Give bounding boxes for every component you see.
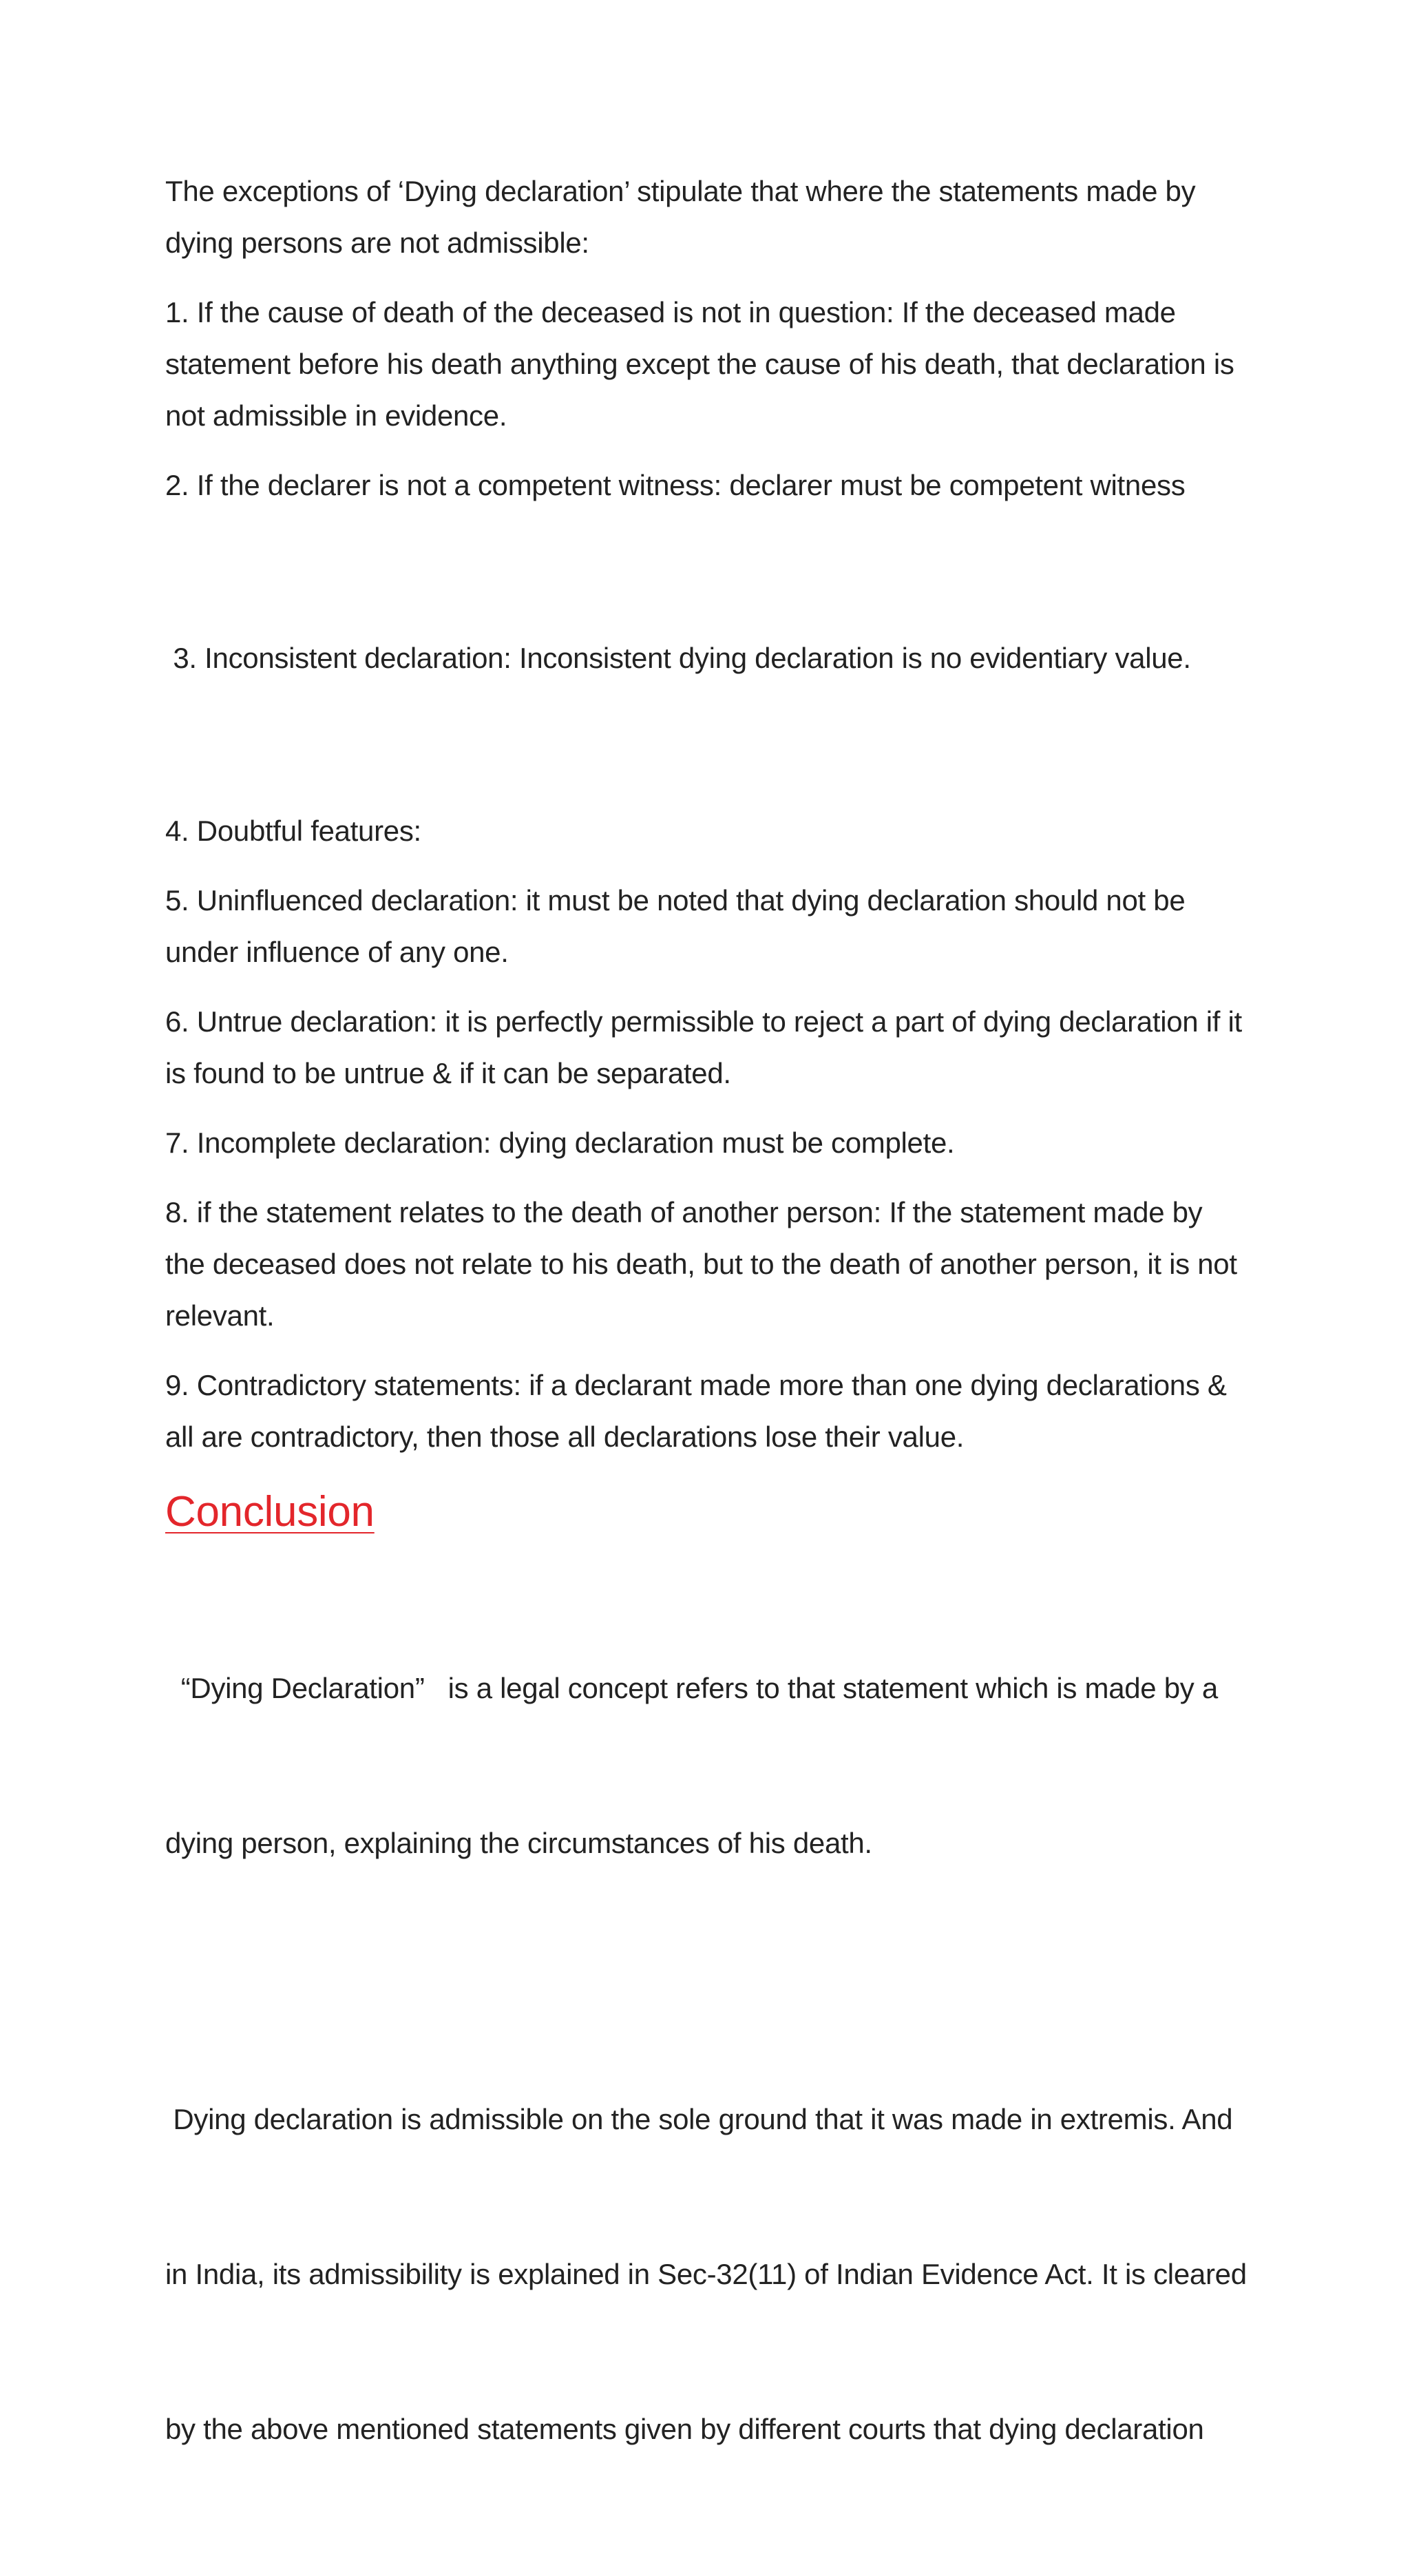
text-line: is found to be untrue & if it can be separated. (165, 1057, 731, 1089)
text-line: relevant. (165, 1299, 275, 1332)
text-line: under influence of any one. (165, 936, 509, 968)
text-line: The exceptions of ‘Dying declaration’ stipulate that where the statements made by (165, 175, 1196, 207)
text-line: 7. Incomplete declaration: dying declaration must be complete. (165, 1127, 955, 1159)
text-line: 1. If the cause of death of the deceased is not in question: If the deceased made (165, 296, 1176, 328)
exception-item-9 (165, 1359, 1267, 1463)
text-line: 9. Contradictory statements: if a declarant made more than one dying declarations & (165, 1369, 1227, 1401)
text-line: dying persons are not admissible: (165, 227, 589, 259)
text-line: 2. If the declarer is not a competent witness: declarer must be competent witness (165, 469, 1186, 501)
text-line: 5. Uninfluenced declaration: it must be noted that dying declaration should not be (165, 884, 1186, 917)
exception-item-8 (165, 1186, 1267, 1341)
text-line: 3. Inconsistent declaration: Inconsistent dying declaration is no evidentiary value. (165, 642, 1191, 674)
exception-item-2 (165, 459, 1267, 511)
exception-item-1 (165, 286, 1267, 441)
conclusion-paragraph-1 (165, 1559, 1267, 1972)
text-line: dying person, explaining the circumstances of his death. (165, 1827, 872, 1859)
text-line: 6. Untrue declaration: it is perfectly permissible to reject a part of dying declaration if it (165, 1005, 1242, 1038)
exception-item-3 (165, 529, 1267, 787)
text-line: “Dying Declaration” is a legal concept refers to that statement which is made by a (165, 1672, 1218, 1704)
text-line: in India, its admissibility is explained in Sec-32(11) of Indian Evidence Act. It is cleared (165, 2258, 1247, 2290)
intro-paragraph (165, 165, 1267, 269)
conclusion-paragraph-2 (165, 1990, 1267, 2558)
text-line: 8. if the statement relates to the death of another person: If the statement made by (165, 1196, 1203, 1228)
exception-item-5 (165, 875, 1267, 978)
exception-item-7 (165, 1117, 1267, 1169)
text-line: the deceased does not relate to his death, but to the death of another person, it is not (165, 1248, 1237, 1280)
conclusion-heading: Conclusion (165, 1488, 375, 1536)
text-line: all are contradictory, then those all declarations lose their value. (165, 1421, 965, 1453)
exception-item-6 (165, 996, 1267, 1099)
text-line: by the above mentioned statements given by different courts that dying declaration (165, 2413, 1204, 2445)
document-body (165, 165, 1267, 2576)
text-line: not admissible in evidence. (165, 399, 507, 432)
text-line: Dying declaration is admissible on the sole ground that it was made in extremis. And (165, 2103, 1233, 2135)
text-line: statement before his death anything except the cause of his death, that declaration is (165, 348, 1234, 380)
exception-item-4 (165, 805, 1267, 857)
text-line: 4. Doubtful features: (165, 815, 421, 847)
